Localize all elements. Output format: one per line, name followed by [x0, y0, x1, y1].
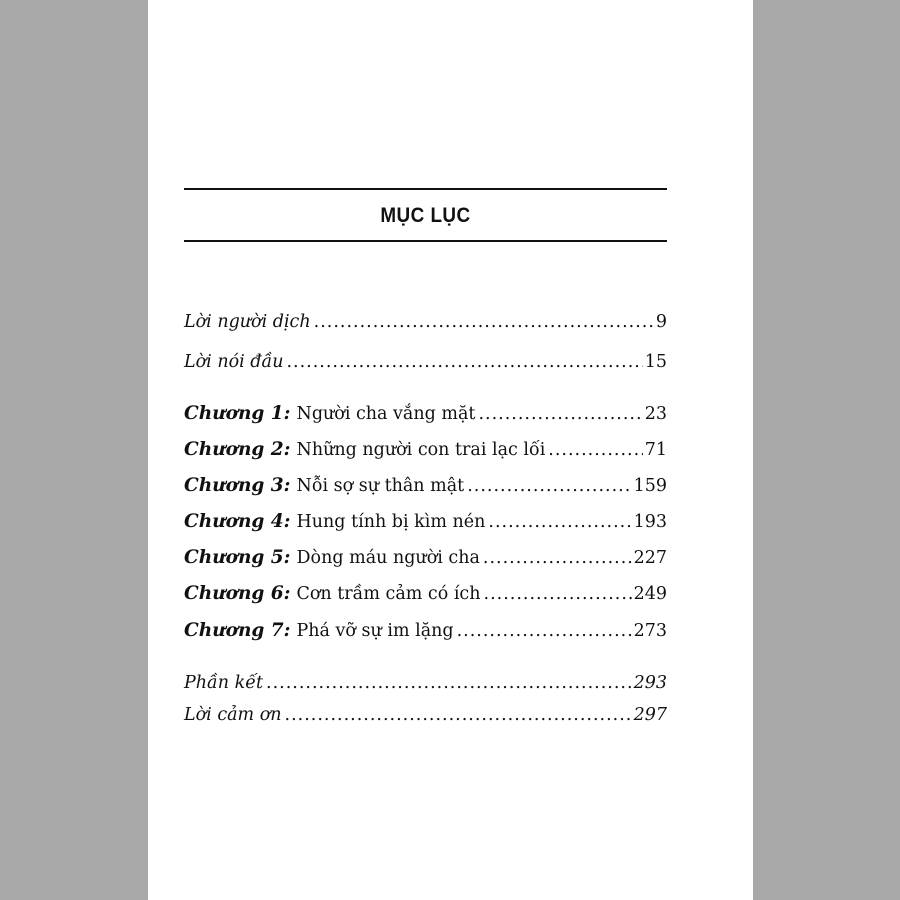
leader-dots: [266, 673, 632, 693]
toc-entry-chapter-6: [184, 583, 667, 609]
chapter-label: Chương 2:: [184, 439, 291, 460]
toc-page-number: 297: [633, 705, 667, 725]
toc-page-number: 15: [644, 352, 667, 372]
chapter-title: Nỗi sợ sự thân mật: [296, 476, 465, 496]
leader-dots: [286, 352, 642, 372]
chapter-title: Phá vỡ sự im lặng: [296, 621, 454, 641]
toc-entry-chapter-1: [184, 403, 667, 429]
leader-dots: [484, 584, 632, 604]
chapter-title: Người cha vắng mặt: [296, 404, 476, 424]
leader-dots: [314, 312, 654, 332]
leader-dots: [548, 440, 642, 460]
chapter-label: Chương 7:: [184, 620, 291, 641]
toc-entry-chapter-2: [184, 439, 667, 465]
leader-dots: [467, 476, 631, 496]
leader-dots: [488, 512, 631, 532]
toc-entry-conclusion: [184, 673, 667, 699]
toc-entry-chapter-3: [184, 475, 667, 501]
chapter-label: Chương 3:: [184, 475, 291, 496]
toc-page-number: 249: [633, 584, 667, 604]
toc-page-number: 227: [633, 548, 667, 568]
chapter-title: Hung tính bị kìm nén: [296, 512, 486, 532]
toc-page-number: 273: [633, 621, 667, 641]
toc-page-number: 193: [633, 512, 667, 532]
leader-dots: [285, 705, 632, 725]
chapter-label: Chương 4:: [184, 511, 291, 532]
leader-dots: [483, 548, 632, 568]
toc-entry-label: Phần kết: [184, 673, 264, 693]
bottom-rule: [184, 240, 667, 242]
toc-page-number: 293: [633, 673, 667, 693]
chapter-label: Chương 1:: [184, 403, 291, 424]
chapter-label: Chương 5:: [184, 547, 291, 568]
chapter-title: Những người con trai lạc lối: [296, 440, 546, 460]
toc-page-number: 9: [655, 312, 667, 332]
toc-entry-label: Lời nói đầu: [184, 352, 284, 372]
top-rule: [184, 188, 667, 190]
chapter-label: Chương 6:: [184, 583, 291, 604]
toc-entry-chapter-7: [184, 620, 667, 646]
toc-entry-chapter-5: [184, 547, 667, 573]
chapter-title: Cơn trầm cảm có ích: [296, 584, 481, 604]
toc-entry-label: Lời người dịch: [184, 312, 311, 332]
toc-entry-chapter-4: [184, 511, 667, 537]
toc-page-number: 23: [644, 404, 667, 424]
book-page: [148, 0, 753, 900]
toc-page-number: 159: [633, 476, 667, 496]
chapter-title: Dòng máu người cha: [296, 548, 480, 568]
toc-entry-label: Lời cảm ơn: [184, 705, 282, 725]
toc-page-number: 71: [644, 440, 667, 460]
leader-dots: [457, 621, 632, 641]
leader-dots: [478, 404, 642, 424]
toc-entry-preface: [184, 352, 667, 378]
page-title: MỤC LỤC: [380, 204, 471, 227]
toc-entry-acknowledgements: [184, 705, 667, 731]
toc-entry-translator-note: [184, 312, 667, 338]
